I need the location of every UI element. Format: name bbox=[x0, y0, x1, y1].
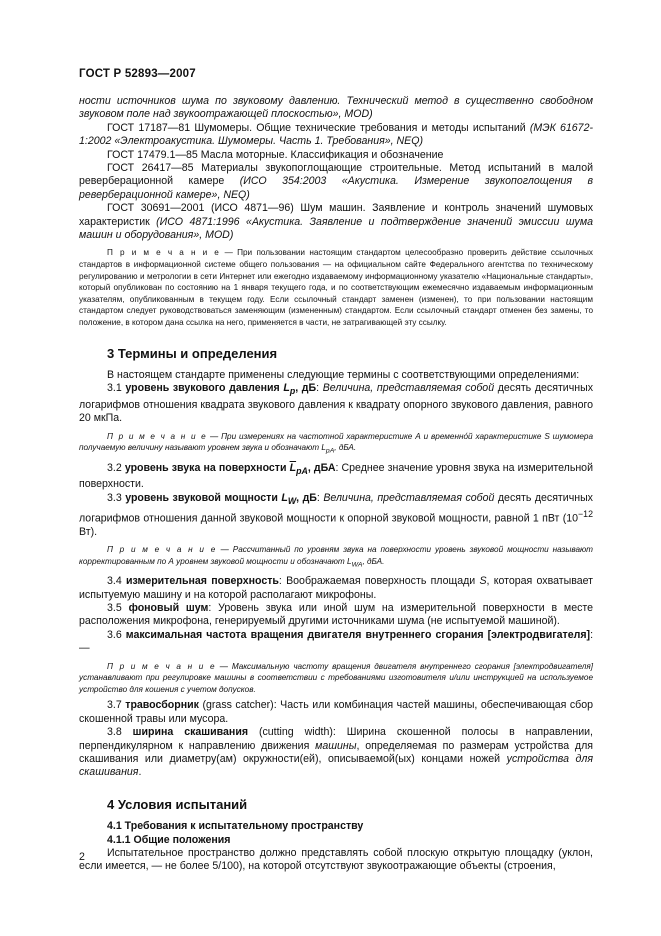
term-3-5: 3.5 фоновый шум: Уровень звука или иной шум на измерительной поверхности в месте расположения микрофона, генерируемый другими источниками шума (не испытуемой машиной). bbox=[79, 602, 594, 628]
note-references bbox=[79, 247, 593, 328]
term-3-3: 3.3 уровень звуковой мощности $L_W$, дБ: Величина, представляемая собой десять десятичных логарифмов отношения данной звуковой мощности к опорной звуковой мощности, равной 1 пВт ($10^{-12}$ Вт). bbox=[79, 491, 593, 538]
section-title-4: 4 Условия испытаний bbox=[107, 796, 248, 812]
reference-continuation: ности источников шума по звуковому давлению. Технический метод в существенно свободном звуковом поле над звукоотражающей плоскостью», MOD) bbox=[79, 95, 593, 121]
page-content bbox=[79, 95, 593, 874]
note-3-1: П р и м е ч а н и е — При измерениях на частотной характеристике А и временно́й характеристике S шумомера получаемую величину называют уровнем звука и обозначают $L_{pA}$, дБА. bbox=[79, 431, 594, 455]
subsection-4-1: 4.1 Требования к испытательному пространству bbox=[107, 820, 364, 833]
section-intro: В настоящем стандарте применены следующие термины с соответствующими определениями: bbox=[107, 369, 580, 382]
term-name: уровень звука на поверхности bbox=[124, 461, 290, 474]
reference-text: ГОСТ 30691—2001 (ИСО 4871—96) Шум машин. Заявление и контроль значений шумовых характеристик bbox=[79, 202, 593, 228]
reference-equivalent: (ИСО 354:2003 «Акустика. Измерение звукопоглощения в реверберационной камере», NEQ) bbox=[79, 175, 593, 201]
running-header: ГОСТ Р 52893—2007 bbox=[79, 68, 196, 80]
term-3-7: 3.7 травосборник (grass catcher): Часть или комбинация частей машины, обеспечивающая сбор скошенной травы или мусора. bbox=[79, 699, 593, 725]
term-name: уровень звукового давления bbox=[125, 382, 284, 395]
term-name: измерительная поверхность bbox=[125, 575, 279, 588]
term-name: фоновый шум bbox=[128, 602, 209, 615]
section-title-3: 3 Термины и определения bbox=[107, 345, 278, 361]
paragraph-4-1-1: Испытательное пространство должно представлять собой плоскую открытую площадку (уклон, если имеется, — не более 5/100), на которой отсутствуют звукоотражающие объекты (строения, bbox=[79, 847, 593, 873]
note-text: — При пользовании настоящим стандартом целесообразно проверить действие ссылочных стандартов в информационной системе общего пользования — на официальном сайте Федерального агентства по техническому регулированию и метрологии в сети Интернет или ежегодно издаваемому информационному указателю «Национальные стандарты», который опубликован по состоянию на 1 января текущего года, и по соответствующим ежемесячно издаваемым информационным указателям, опубликованным в текущем году. Если ссылочный стандарт заменен (изменен), то при пользовании настоящим стандартом следует руководствоваться заменяющим (измененным) стандартом. Если ссылочный стандарт отменен без замены, то положение, в котором дана ссылка на него, применяется в части, не затрагивающей эту ссылку. bbox=[79, 248, 593, 328]
reference-text: ГОСТ 17187—81 Шумомеры. Общие технические требования и методы испытаний bbox=[107, 121, 530, 134]
term-name: ширина скашивания bbox=[132, 726, 249, 739]
reference-item bbox=[79, 202, 593, 242]
term-3-4: 3.4 измерительная поверхность: Воображаемая поверхность площади S, которая охватывает испытуемую машину и на которой располагают микрофоны. bbox=[79, 575, 594, 601]
note-3-3: П р и м е ч а н и е — Рассчитанный по уровням звука на поверхности уровень звуковой мощности называют корректированным по А уровнем звуковой мощности и обозначают $L_{WA}$, дБА. bbox=[79, 545, 593, 569]
reference-equivalent: (МЭК 61672-1:2002 «Электроакустика. Шумомеры. Часть 1. Требования», NEQ) bbox=[79, 121, 593, 148]
reference-item bbox=[79, 122, 593, 149]
note-3-6: П р и м е ч а н и е — Максимальную частоту вращения двигателя внутреннего сгорания [электродвигателя] устанавливают при регулировке машины в соответствии с требованиями изготовителя и/или инструкцией на используемое устройство для кошения с учетом допусков. bbox=[79, 661, 593, 694]
term-name: максимальная частота вращения двигателя внутреннего сгорания [электродвигателя] bbox=[125, 628, 591, 641]
term-3-2: 3.2 уровень звука на поверхности $\overline{L}_{pA}$, дБА: Среднее значение уровня звука на измерительной поверхности. bbox=[79, 461, 593, 491]
reference-item: ГОСТ 17479.1—85 Масла моторные. Классификация и обозначение bbox=[107, 148, 444, 161]
subsection-4-1-1: 4.1.1 Общие положения bbox=[107, 833, 231, 846]
reference-text: ГОСТ 26417—85 Материалы звукопоглощающие строительные. Метод испытаний в малой реверберационной камере bbox=[79, 162, 593, 188]
page-number: 2 bbox=[79, 851, 85, 863]
term-3-1: 3.1 уровень звукового давления $L_p$, дБ: Величина, представляемая собой десять десятичных логарифмов отношения квадрата звукового давления к квадрату опорного звукового давления, равного 20 мкПа. bbox=[79, 382, 593, 425]
note-label: П р и м е ч а н и е bbox=[107, 248, 221, 258]
term-name: уровень звуковой мощности bbox=[125, 491, 282, 504]
term-name: травосборник bbox=[125, 699, 199, 712]
reference-equivalent: (ИСО 4871:1996 «Акустика. Заявление и подтверждение значений эмиссии шума машин и оборудования», MOD) bbox=[79, 215, 593, 242]
term-3-8: 3.8 ширина скашивания (cutting width): Ширина скошенной полосы в направлении, перпендикулярном к направлению движения машины, определяемая по размерам устройства для скашивания или диаметру(ам) окружности(ей), описываемой(ых) концами ножей устройства для скашивания. bbox=[79, 726, 594, 779]
reference-item bbox=[79, 162, 593, 202]
term-3-6: 3.6 максимальная частота вращения двигателя внутреннего сгорания [электродвигателя]: — bbox=[79, 628, 594, 655]
